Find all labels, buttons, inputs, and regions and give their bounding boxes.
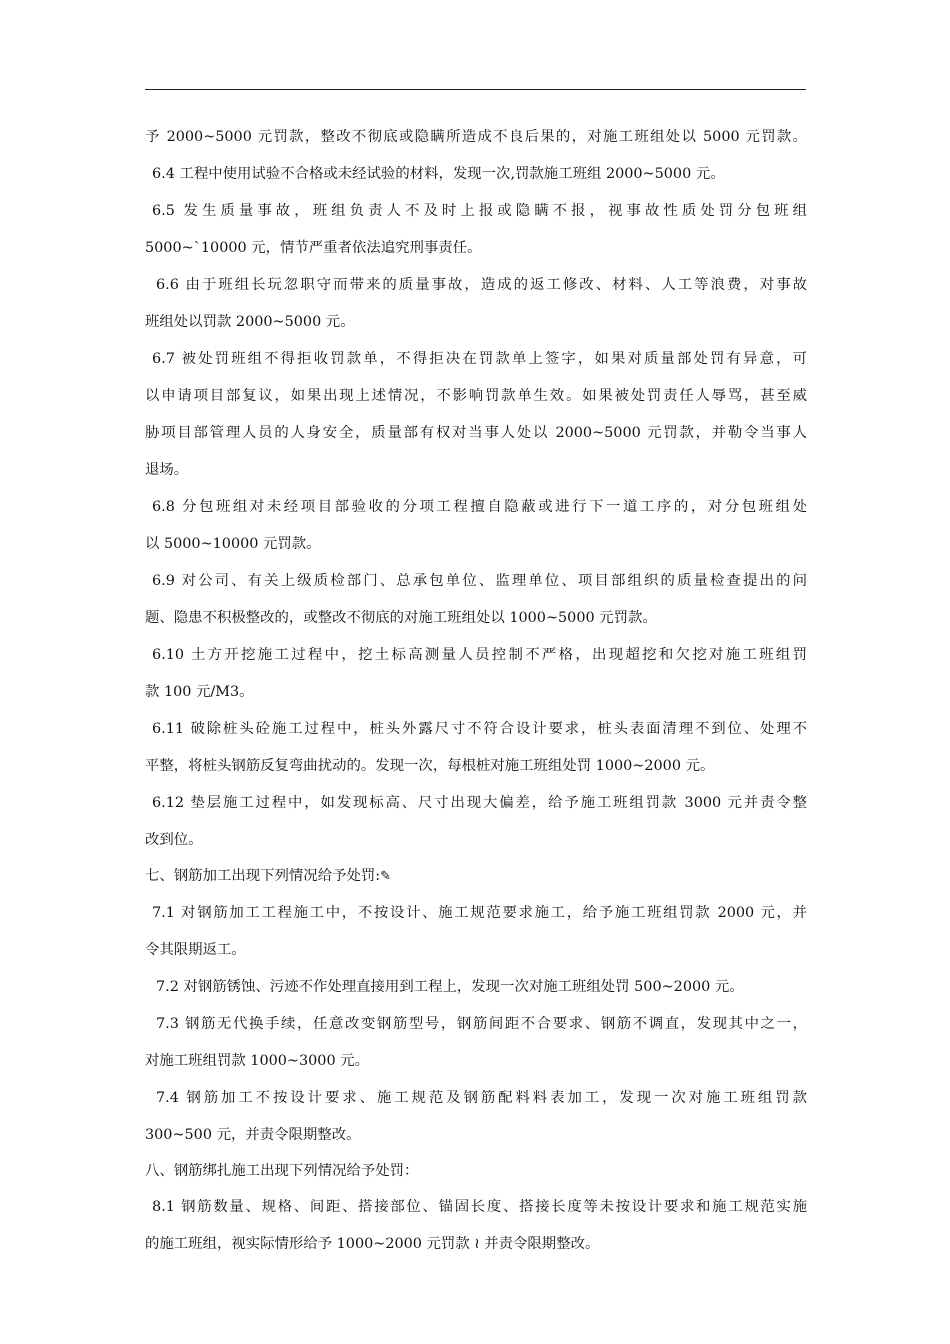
paragraph-line: 的施工班组，视实际情形给予 1000~2000 元罚款 ≀ 并责令限期整改。 [145, 1236, 600, 1252]
paragraph-line: 6.8 分包班组对未经项目部验收的分项工程擅自隐蔽或进行下一道工序的，对分包班组处 [152, 499, 807, 515]
paragraph-line: 6.6 由于班组长玩忽职守而带来的质量事故，造成的返工修改、材料、人工等浪费，对事故 [156, 277, 807, 293]
paragraph-line: 300~500 元，并责令限期整改。 [145, 1126, 361, 1143]
paragraph-line: 8.1 钢筋数量、规格、间距、搭接部位、锚固长度、搭接长度等未按设计要求和施工规范实施 [152, 1199, 807, 1215]
paragraph-line: 7.1 对钢筋加工工程施工中，不按设计、施工规范要求施工，给予施工班组罚款 2000 元，并 [152, 904, 807, 921]
pencil-icon: ✎ [380, 869, 392, 884]
paragraph-line: 题、隐患不积极整改的，或整改不彻底的对施工班组处以 1000~5000 元罚款。 [145, 610, 657, 626]
paragraph-line: 以申请项目部复议，如果出现上述情况，不影响罚款单生效。如果被处罚责任人辱骂，甚至威 [145, 388, 807, 404]
section-heading: 八、钢筋绑扎施工出现下列情况给予处罚： [145, 1162, 419, 1179]
paragraph-line: 5000~`10000 元，情节严重者依法追究刑事责任。 [145, 240, 482, 256]
paragraph-line: 6.4 工程中使用试验不合格或未经试验的材料，发现一次,罚款施工班组 2000~5000 元。 [152, 166, 725, 182]
paragraph-line: 改到位。 [145, 832, 203, 848]
section-heading: 七、钢筋加工出现下列情况给予处罚:✎ [145, 868, 392, 884]
paragraph-line: 6.9 对公司、有关上级质检部门、总承包单位、监理单位、项目部组织的质量检查提出的问 [152, 573, 807, 589]
paragraph-line: 6.11 破除桩头砼施工过程中，桩头外露尺寸不符合设计要求，桩头表面清理不到位、处理不 [152, 721, 807, 737]
paragraph-line: 7.2 对钢筋锈蚀、污迹不作处理直接用到工程上，发现一次对施工班组处罚 500~2000 元。 [156, 978, 744, 995]
paragraph-line: 6.10 土方开挖施工过程中，挖土标高测量人员控制不严格，出现超挖和欠挖对施工班组罚 [152, 647, 807, 663]
paragraph-line: 胁项目部管理人员的人身安全，质量部有权对当事人处以 2000~5000 元罚款，并勒令当事人 [145, 425, 807, 441]
paragraph-line: 令其限期返工。 [145, 941, 246, 958]
header-rule [145, 89, 806, 90]
paragraph-line: 予 2000~5000 元罚款，整改不彻底或隐瞒所造成不良后果的，对施工班组处以 5000 元罚款。 [145, 129, 807, 145]
document-body [145, 119, 807, 1263]
paragraph-line: 7.3 钢筋无代换手续，任意改变钢筋型号，钢筋间距不合要求、钢筋不调直，发现其中之一， [156, 1015, 807, 1032]
paragraph-line: 对施工班组罚款 1000~3000 元。 [145, 1052, 369, 1069]
paragraph-line: 退场。 [145, 462, 189, 478]
paragraph-line: 6.12 垫层施工过程中，如发现标高、尺寸出现大偏差，给予施工班组罚款 3000 元并责令整 [152, 795, 807, 811]
paragraph-line: 班组处以罚款 2000~5000 元。 [145, 314, 355, 330]
paragraph-line: 款 100 元/M3。 [145, 684, 254, 700]
paragraph-line: 7.4 钢筋加工不按设计要求、施工规范及钢筋配料料表加工，发现一次对施工班组罚款 [156, 1089, 807, 1106]
paragraph-line: 平整，将桩头钢筋反复弯曲扰动的。发现一次，每根桩对施工班组处罚 1000~2000 元。 [145, 758, 715, 774]
paragraph-line: 以 5000~10000 元罚款。 [145, 536, 321, 552]
paragraph-line: 6.5 发生质量事故，班组负责人不及时上报或隐瞒不报，视事故性质处罚分包班组 [152, 203, 807, 219]
paragraph-line: 6.7 被处罚班组不得拒收罚款单，不得拒决在罚款单上签字，如果对质量部处罚有异意，可 [152, 351, 807, 367]
